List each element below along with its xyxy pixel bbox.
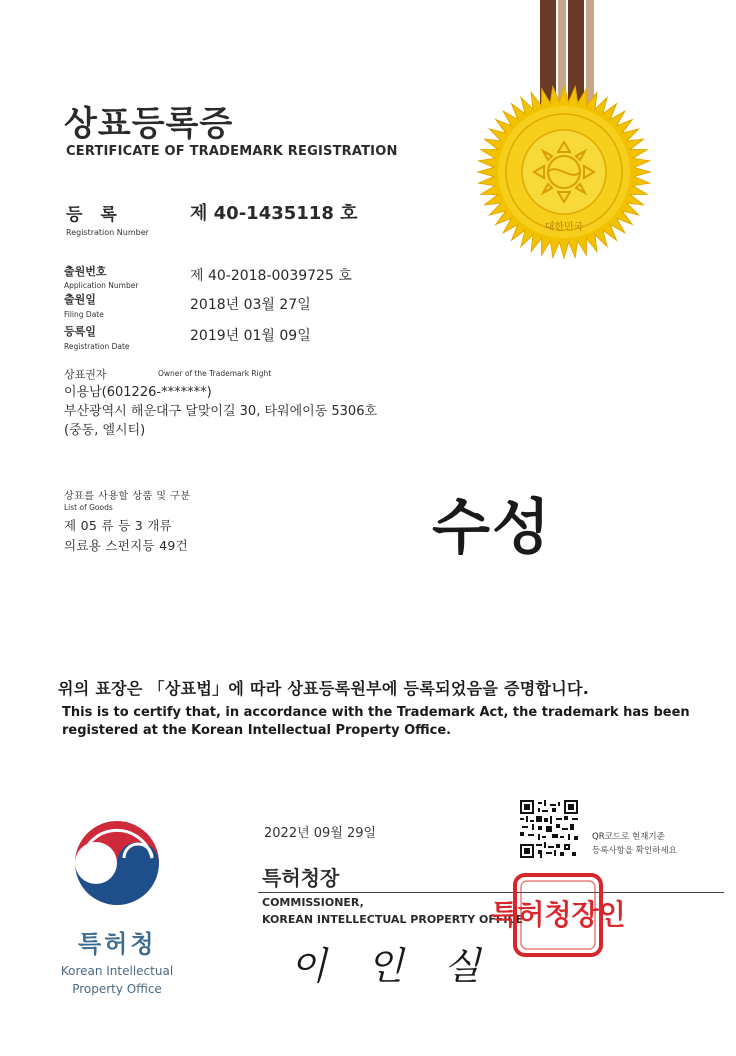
registration-label-ko: 등 록 bbox=[66, 205, 123, 225]
reg-date-label-ko: 등록일 bbox=[64, 325, 96, 338]
application-number: 제 40-2018-0039725 호 bbox=[190, 268, 352, 284]
certification-statement-ko: 위의 표장은 「상표법」에 따라 상표등록원부에 등록되었음을 증명합니다. bbox=[58, 679, 590, 698]
gold-seal-emblem bbox=[470, 0, 660, 260]
signature-divider bbox=[258, 892, 724, 893]
seal-text: 특허청장인 bbox=[490, 898, 626, 931]
qr-note-line2: 등록사항을 확인하세요 bbox=[592, 846, 677, 856]
commissioner-signature: 이 인 실 bbox=[290, 944, 495, 988]
filing-label-ko: 출원일 bbox=[64, 293, 96, 306]
certification-statement-en: This is to certify that, in accordance with the Trademark Act, the trademark has been registered at the Korean Intellectual Property Office. bbox=[62, 705, 690, 738]
certificate-title-en: CERTIFICATE OF TRADEMARK REGISTRATION bbox=[66, 144, 398, 159]
registration-date: 2019년 01월 09일 bbox=[190, 328, 311, 344]
filing-date: 2018년 03월 27일 bbox=[190, 297, 311, 313]
qr-code-icon[interactable] bbox=[520, 800, 578, 858]
owner-label-en: Owner of the Trademark Right bbox=[158, 369, 272, 378]
owner-address-line1: 부산광역시 해운대구 달맞이길 30, 타워에이동 5306호 bbox=[64, 404, 378, 419]
kipo-name-ko: 특허청 bbox=[78, 930, 157, 958]
goods-label-ko: 상표를 사용할 상품 및 구분 bbox=[64, 491, 191, 502]
registration-label-en: Registration Number bbox=[66, 228, 149, 237]
registration-number: 제 40-1435118 호 bbox=[190, 203, 358, 224]
commissioner-title-ko: 특허청장 bbox=[262, 866, 340, 890]
filing-label-en: Filing Date bbox=[64, 310, 104, 319]
emblem-text: 대한민국 bbox=[544, 222, 584, 233]
owner-name: 이용남(601226-*******) bbox=[64, 385, 212, 400]
goods-item-line: 의료용 스펀지등 49건 bbox=[64, 538, 189, 553]
goods-class-line: 제 05 류 등 3 개류 bbox=[64, 518, 173, 533]
application-label-en: Application Number bbox=[64, 281, 139, 290]
commissioner-title-en-line1: COMMISSIONER, bbox=[262, 896, 364, 909]
kipo-logo-icon bbox=[72, 818, 162, 908]
kipo-name-en-line2: Property Office bbox=[72, 982, 162, 996]
issue-date: 2022년 09월 29일 bbox=[264, 826, 377, 841]
qr-note bbox=[592, 830, 677, 858]
commissioner-title-en-line2: KOREAN INTELLECTUAL PROPERTY OFFICE bbox=[262, 913, 524, 926]
reg-date-label-en: Registration Date bbox=[64, 342, 130, 351]
owner-address-line2: (중동, 엘시티) bbox=[64, 423, 146, 438]
qr-note-line1: QR코드로 현재기준 bbox=[592, 832, 665, 842]
goods-label-en: List of Goods bbox=[64, 503, 113, 512]
kipo-name-en bbox=[52, 962, 182, 998]
trademark-mark: 수성 bbox=[432, 493, 552, 563]
kipo-name-en-line1: Korean Intellectual bbox=[60, 964, 174, 978]
certificate-title-ko: 상표등록증 bbox=[64, 104, 234, 144]
application-label-ko: 출원번호 bbox=[64, 265, 107, 278]
official-seal-stamp-icon bbox=[490, 872, 626, 958]
owner-label-ko: 상표권자 bbox=[64, 368, 107, 381]
